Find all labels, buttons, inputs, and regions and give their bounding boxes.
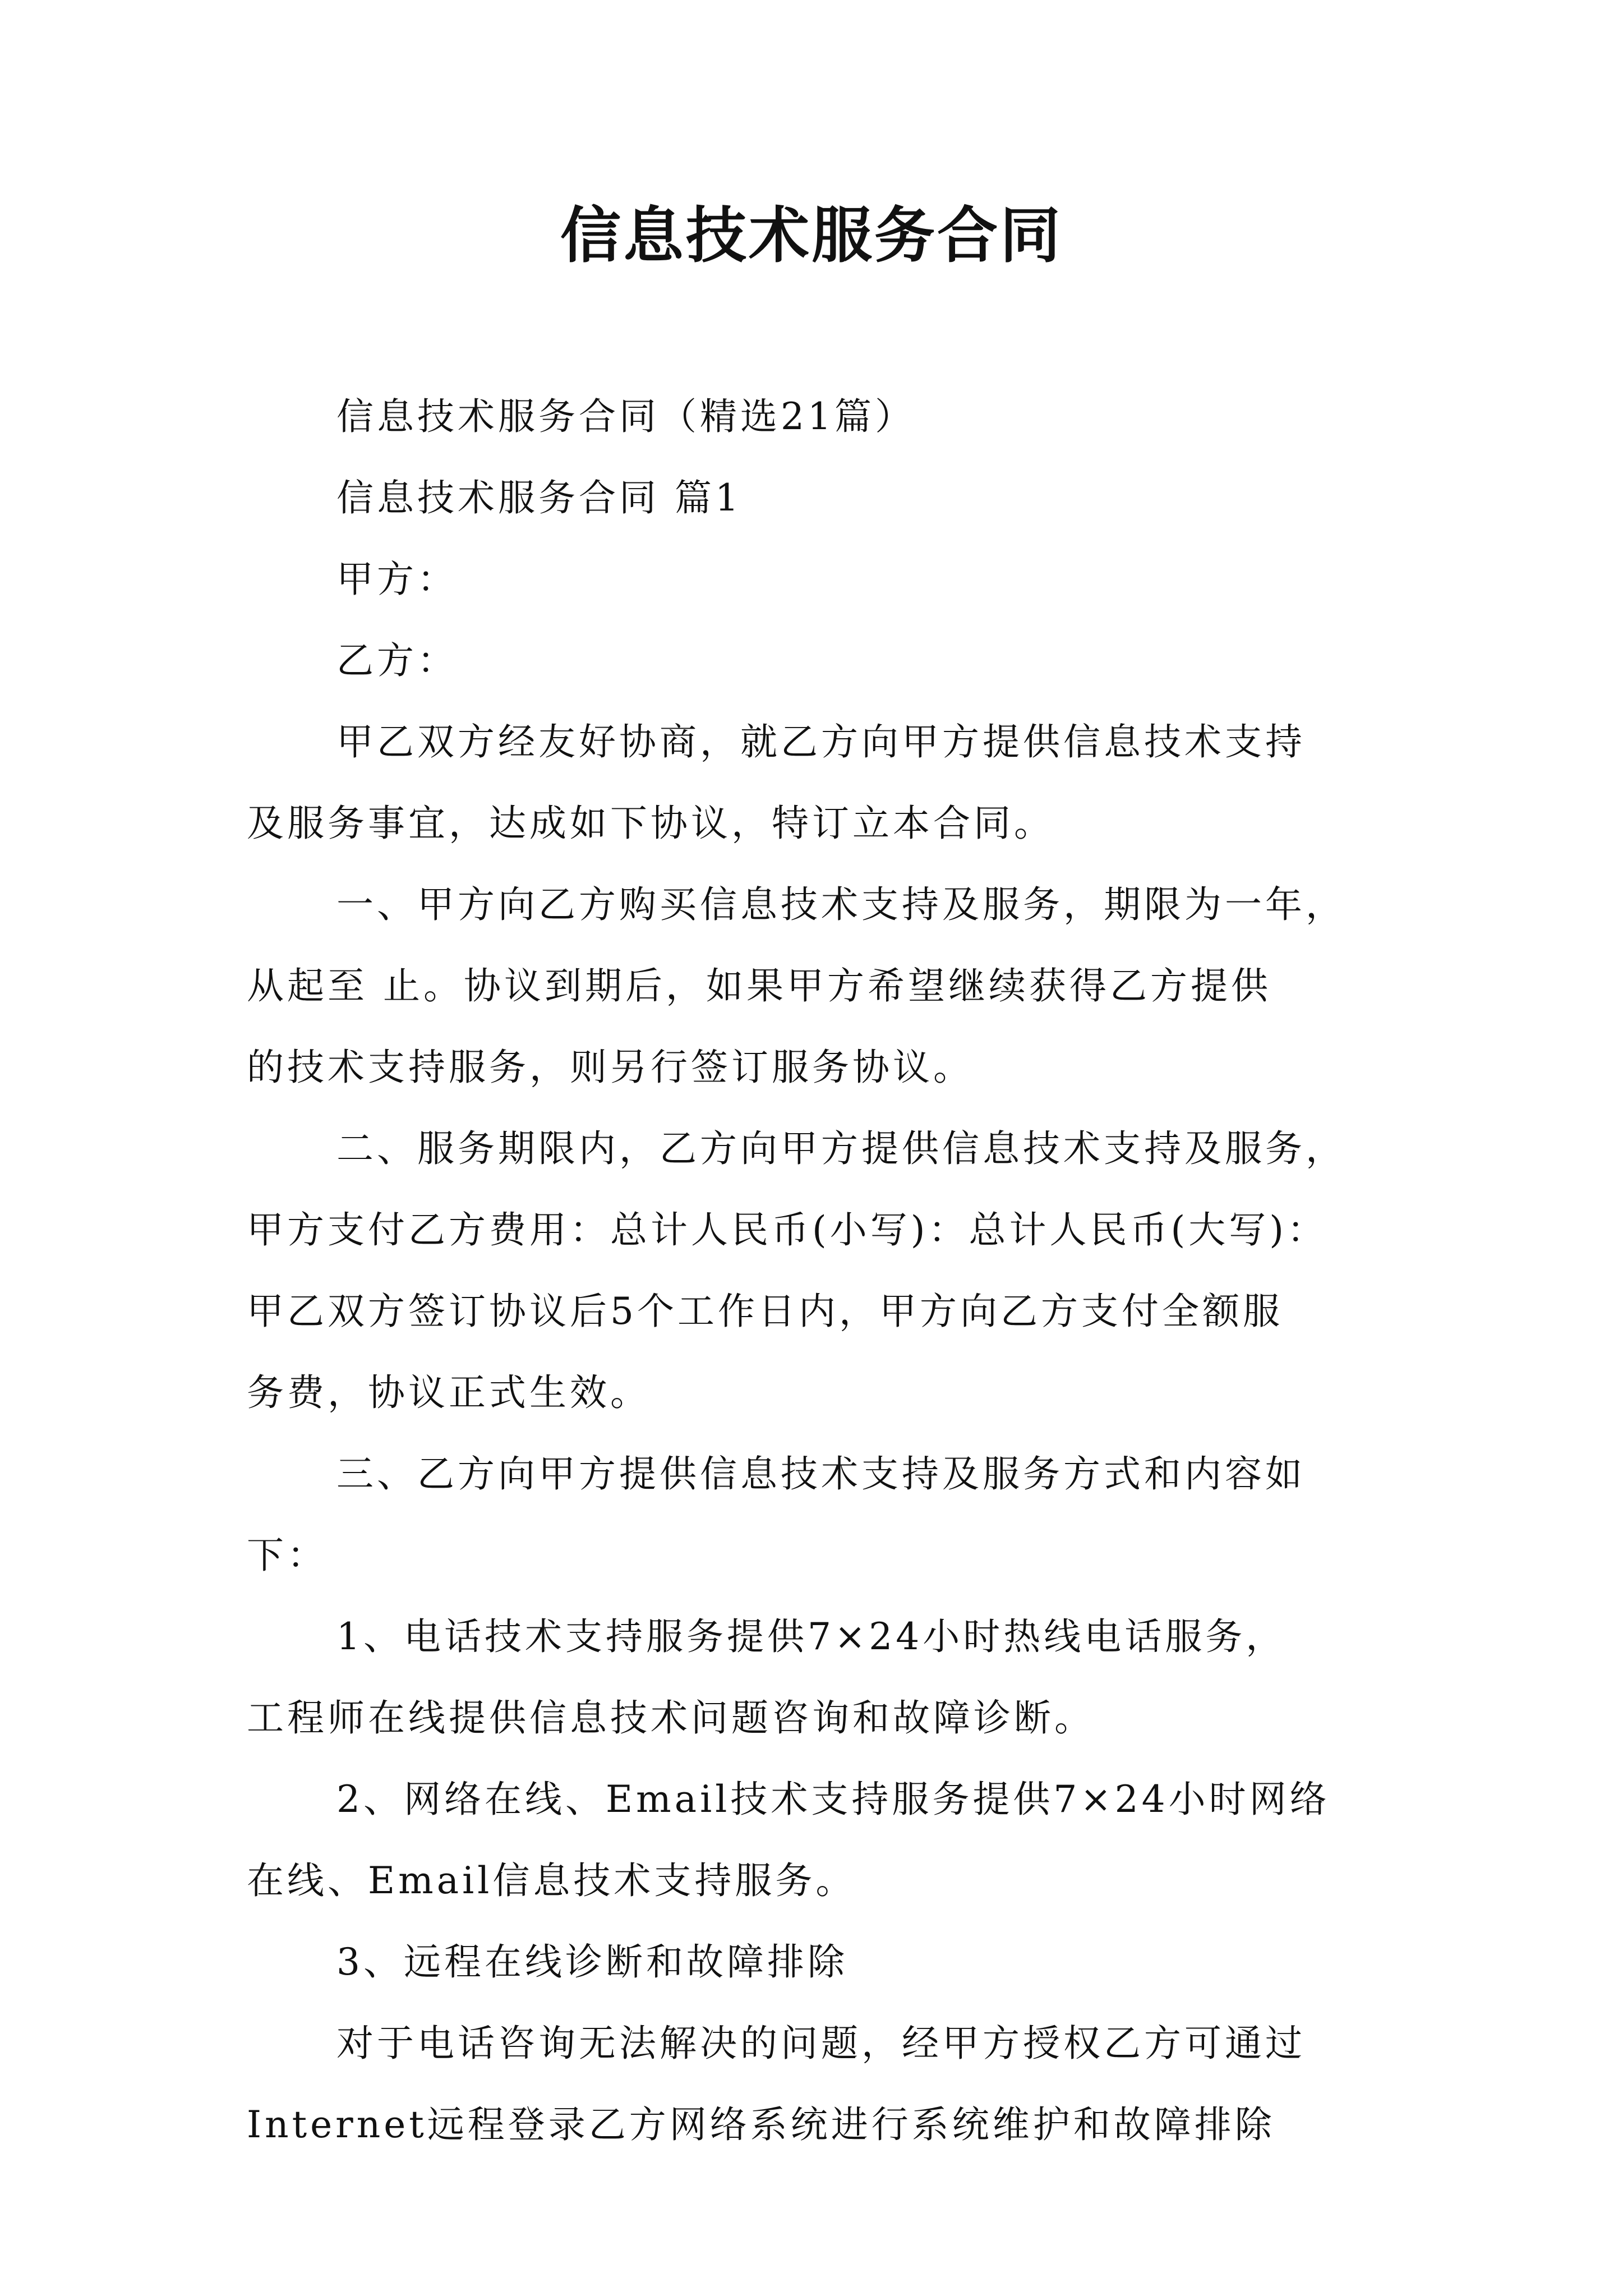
paragraph-line: 务费，协议正式生效。	[247, 1371, 651, 1414]
party-a-line: 甲方：	[336, 558, 458, 601]
subtitle-line: 信息技术服务合同（精选21篇）	[336, 395, 915, 438]
party-b-line: 乙方：	[336, 639, 458, 682]
paragraph-line: 的技术支持服务，则另行签订服务协议。	[247, 1046, 974, 1089]
paragraph-line: 在线、Email信息技术支持服务。	[247, 1859, 856, 1902]
document-body	[247, 376, 1402, 2165]
paragraph-line: 2、网络在线、Email技术支持服务提供7×24小时网络	[336, 1778, 1330, 1821]
paragraph-line: 及服务事宜，达成如下协议，特订立本合同。	[247, 802, 1054, 845]
paragraph-line: 从起至 止。协议到期后，如果甲方希望继续获得乙方提供	[247, 964, 1271, 1007]
paragraph-line: 3、远程在线诊断和故障排除	[336, 1940, 848, 1984]
paragraph-line: 甲方支付乙方费用：总计人民币(小写)：总计人民币(大写)：	[247, 1208, 1327, 1251]
paragraph-line: 下：	[247, 1534, 328, 1577]
paragraph-line: 三、乙方向甲方提供信息技术支持及服务方式和内容如	[336, 1452, 1306, 1496]
paragraph-line: 1、电话技术支持服务提供7×24小时热线电话服务，	[336, 1615, 1287, 1658]
paragraph-line: 对于电话咨询无法解决的问题，经甲方授权乙方可通过	[336, 2022, 1306, 2065]
paragraph-line: 甲乙双方经友好协商，就乙方向甲方提供信息技术支持	[336, 720, 1306, 763]
section-heading-line: 信息技术服务合同 篇1	[336, 476, 742, 519]
paragraph-line: Internet远程登录乙方网络系统进行系统维护和故障排除	[247, 2103, 1275, 2146]
paragraph-line: 工程师在线提供信息技术问题咨询和故障诊断。	[247, 1696, 1095, 1740]
paragraph-line: 一、甲方向乙方购买信息技术支持及服务，期限为一年，	[336, 883, 1346, 926]
paragraph-line: 二、服务期限内，乙方向甲方提供信息技术支持及服务，	[336, 1127, 1346, 1170]
paragraph-line: 甲乙双方签订协议后5个工作日内，甲方向乙方支付全额服	[247, 1290, 1283, 1333]
document-title: 信息技术服务合同	[560, 200, 1063, 271]
